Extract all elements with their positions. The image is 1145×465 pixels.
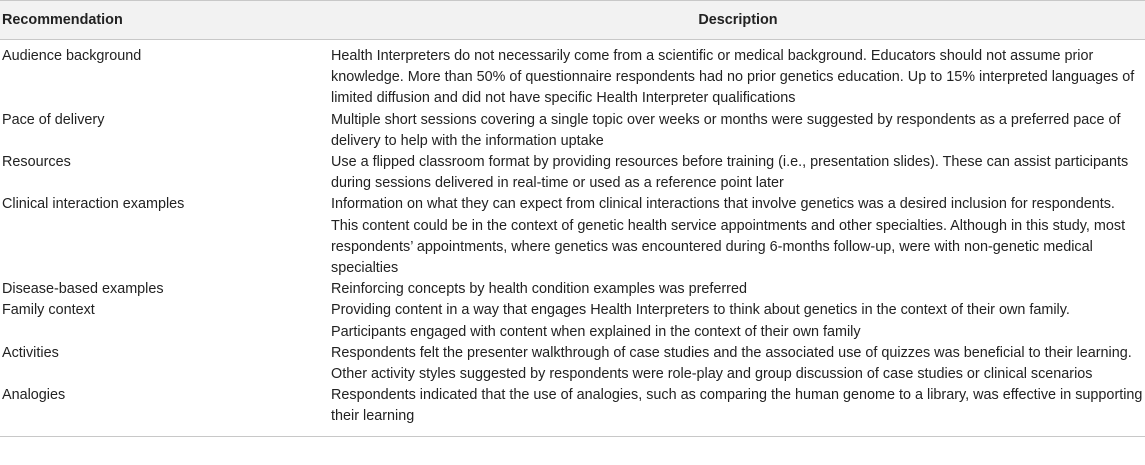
- recommendation-cell: Resources: [2, 154, 71, 171]
- recommendation-cell: Activities: [2, 344, 59, 361]
- recommendation-cell: Analogies: [0, 385, 331, 436]
- description-cell: Use a flipped classroom format by providing resources before training (i.e., presentation slides). These can assist participants during sessions delivered in real-time or used as a reference point later: [331, 154, 1129, 192]
- table-row: [0, 343, 1145, 385]
- table-row: [0, 385, 1145, 436]
- recommendation-cell: Disease-based examples: [2, 281, 164, 298]
- table-row: [0, 300, 1145, 342]
- description-cell: Providing content in a way that engages Health Interpreters to think about genetics in the context of their own family. Participants engaged with content when explained in the context of their own family: [331, 302, 1070, 340]
- table-header: [0, 1, 1145, 40]
- table-row: [0, 279, 1145, 300]
- description-cell: Health Interpreters do not necessarily come from a scientific or medical background. Educators should not assume prior knowledge. More than 50% of questionnaire respondents had no prior genetics education. Up to 15% interpreted languages of limited diffusion and did not have specific Health Interpreter qualifications: [331, 48, 1135, 107]
- description-cell: Information on what they can expect from clinical interactions that involve genetics was a desired inclusion for respondents. This content could be in the context of genetic health service appointments and other specialties. Although in this study, most respondents’ appointments, where genetics was encountered during 6-months follow-up, were with non-genetic medical specialties: [331, 196, 1126, 277]
- table-row: [0, 110, 1145, 152]
- header-description: Description: [331, 1, 1145, 40]
- description-cell: Respondents indicated that the use of analogies, such as comparing the human genome to a library, was effective in supporting their learning: [331, 385, 1145, 436]
- table-row: [0, 152, 1145, 194]
- recommendation-cell: Family context: [2, 302, 95, 319]
- table-row: [0, 194, 1145, 279]
- header-recommendation: Recommendation: [0, 1, 331, 40]
- description-cell: Reinforcing concepts by health condition examples was preferred: [331, 281, 747, 298]
- table-row: [0, 40, 1145, 110]
- recommendation-cell: Pace of delivery: [2, 111, 105, 128]
- table-body: [0, 40, 1145, 437]
- header-row: [0, 1, 1145, 40]
- recommendation-cell: Audience background: [2, 48, 142, 64]
- description-cell: Respondents felt the presenter walkthrough of case studies and the associated use of quizzes was beneficial to their learning. Other activity styles suggested by respondents were role-play and group discussion of case studies or clinical scenarios: [331, 344, 1132, 383]
- description-cell: Multiple short sessions covering a single topic over weeks or months were suggested by respondents as a preferred pace of delivery to help with the information uptake: [331, 111, 1121, 149]
- recommendation-cell: Clinical interaction examples: [2, 196, 185, 213]
